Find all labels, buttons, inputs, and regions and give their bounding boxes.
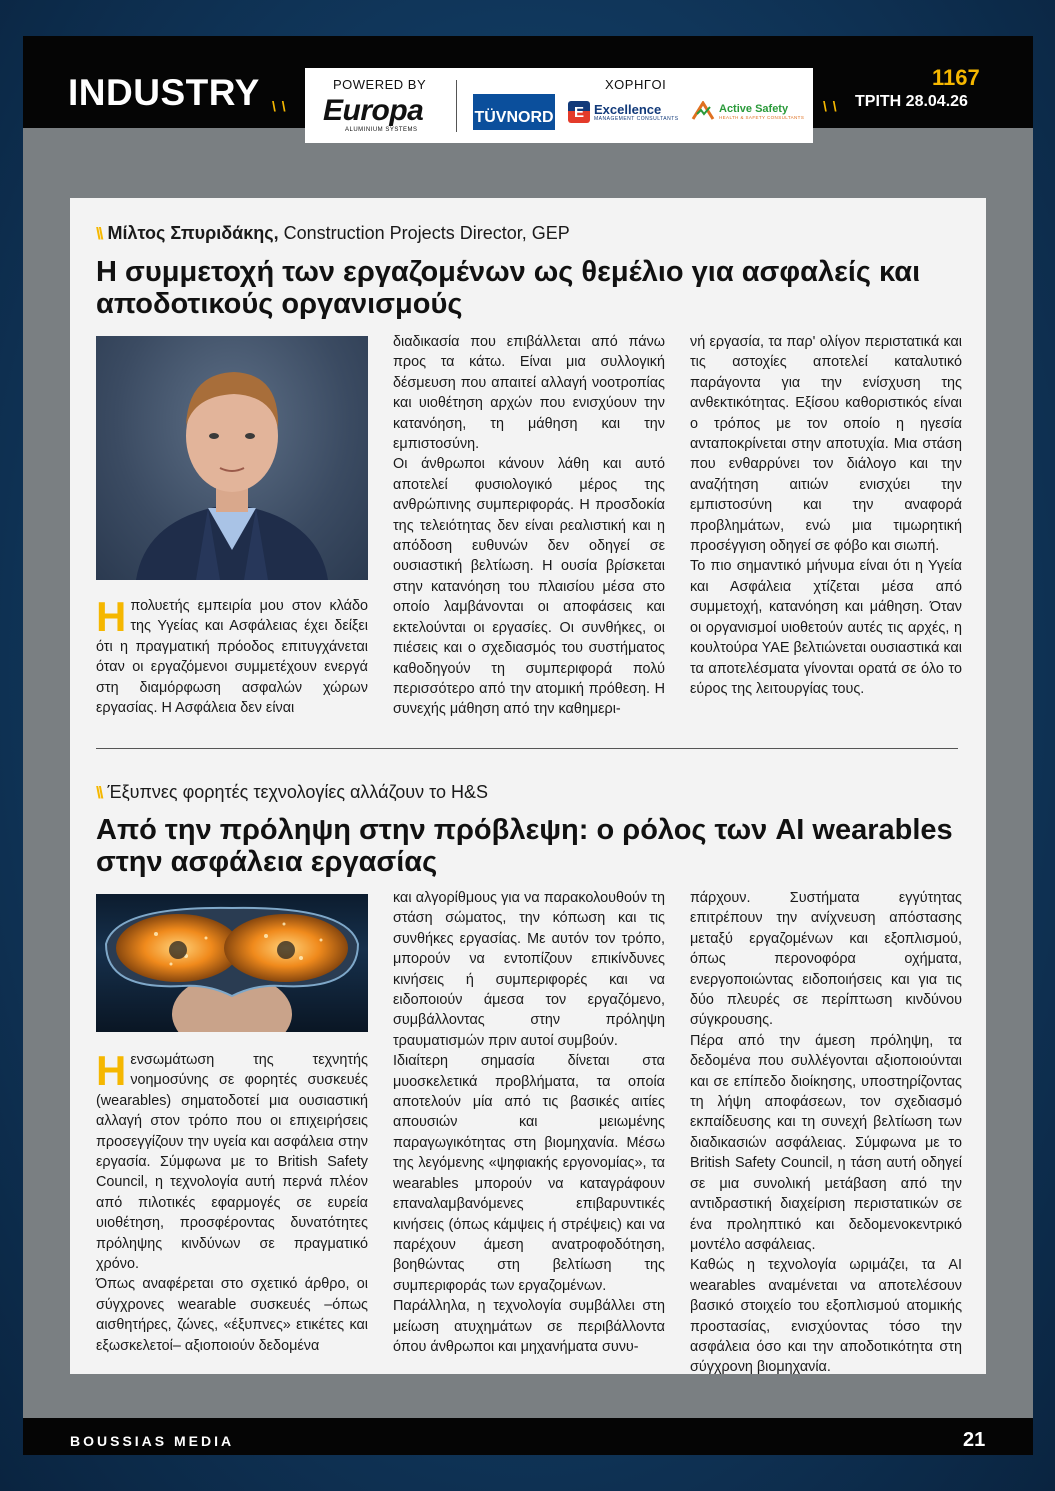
article1-column-3 [690, 332, 962, 699]
portrait-illustration [96, 336, 368, 580]
article2-col2-paragraph-2: Ιδιαίτερη σημασία δίνεται στα μυοσκελετικά προβλήματα, τα οποία αποτελούν μία από τις βασικές αιτίες απουσιών και μειωμένης παραγωγικότητας στη βιομηχανία. Μέσω της λεγόμενης «ψηφιακής εργονομίας», τα wearables μπορούν να καταγράφουν επαναλαμβανόμενες επιβαρυντικές κινήσεις (όπως κάμψεις ή στρέψεις) και να παρέχουν άμεση ανατροφοδότηση, βοηθώντας στη βελτίωση της συμπεριφοράς των εργαζομένων. [393, 1053, 665, 1294]
europa-logo-subtitle: ALUMINIUM SYSTEMS [345, 127, 418, 133]
issue-date: ΤΡΙΤΗ 28.04.26 [855, 93, 968, 110]
tuv-nord-logo [473, 94, 555, 130]
excellence-mark-icon: E [568, 101, 590, 123]
article-divider [96, 748, 958, 749]
excellence-logo [568, 101, 679, 123]
powered-by-label: POWERED BY [333, 77, 427, 92]
issue-number: 1167 [932, 65, 980, 90]
active-safety-logo [691, 101, 804, 121]
article2-col2-paragraph-1: και αλγορίθμους για να παρακολουθούν τη στάση σώματος, την κόπωση και τις συνθήκες εργασίας. Με αυτόν τον τρόπο, μπορούν να εντοπίζουν επικίνδυνες κινήσεις ή συμπεριφορές και να ειδοποιούν άμεσα τον εργαζόμενο, συμβάλλοντας στην πρόληψη τραυματισμών πριν αυτοί συμβούν. [393, 890, 665, 1049]
active-safety-mark-icon [691, 101, 715, 121]
article2-col2-paragraph-3: Παράλληλα, η τεχνολογία συμβάλλει στη μείωση ατυχημάτων σε περιβάλλοντα όπου άνθρωποι και μηχανήματα συνυ- [393, 1298, 665, 1355]
active-safety-logo-subtitle: HEALTH & SAFETY CONSULTANTS [719, 114, 805, 120]
section-title: INDUSTRY [68, 72, 260, 113]
article2-col1-text: ενσωμάτωση της τεχνητής νοημοσύνης σε φορητές συσκευές (wearables) σηματοδοτεί μια ουσιαστική αλλαγή στον τρόπο που οι επιχειρήσεις προσεγγίζουν την υγεία και ασφάλεια στην εργασία. Σύμφωνα με το British Safety Council, η τεχνολογία αυτή περνά πλέον από πιλοτικές εφαρμογές σε ευρεία υιοθέτηση, προσφέροντας δυνατότητες πρόληψης κινδύνων σε πραγματικό χρόνο. [96, 1052, 368, 1273]
tuv-nord-logo-text: TÜVNORD [474, 109, 554, 126]
article-panel [70, 198, 986, 1374]
sponsor-box [305, 68, 813, 143]
quote-mark-icon: \\ [96, 224, 102, 243]
article2-column-3 [690, 888, 962, 1378]
author-portrait-image [96, 336, 368, 580]
article1-col3-paragraph-2: Το πιο σημαντικό μήνυμα είναι ότι η Υγεία και Ασφάλεια χτίζεται μέσα από συμμετοχή, κατανόηση και μάθηση. Όταν οι οργανισμοί υιοθετούν αυτές τις αρχές, η κουλτούρα ΥΑΕ βελτιώνεται ουσιαστικά και τα αποτελέσματα γίνονται ορατά σε όλο το εύρος της λειτουργίας τους. [690, 558, 962, 697]
article1-author-role: Construction Projects Director, GEP [278, 223, 570, 243]
sponsor-divider [456, 80, 457, 132]
ai-goggles-image [96, 894, 368, 1032]
article2-col1-paragraph-2: Όπως αναφέρεται στο σχετικό άρθρο, οι σύγχρονες wearable συσκευές –όπως αισθητήρες, ζώνες, «έξυπνες» ετικέτες και εξωσκελετοί– αξιοποιούν δεδομένα [96, 1276, 368, 1354]
header-slashes-right: \ \ [823, 98, 838, 114]
article1-headline: Η συμμετοχή των εργαζομένων ως θεμέλιο για ασφαλείς και αποδοτικούς οργανισμούς [96, 256, 921, 320]
europa-logo: Europa [323, 94, 424, 127]
article2-col3-paragraph-2: Πέρα από την άμεση πρόληψη, τα δεδομένα που συλλέγονται αξιοποιούνται και σε επίπεδο διοίκησης, υποστηρίζοντας τη λήψη αποφάσεων, τον σχεδιασμό εκπαίδευσης και τη συνεχή βελτίωση των διαδικασιών ασφάλειας. Σύμφωνα με το British Safety Council, η τάση αυτή οδηγεί σε μια συνολική μετάβαση από την αντιδραστική διαχείριση περιστατικών σε ένα προληπτικό και δεδομενοκεντρικό μοντέλο ασφάλειας. [690, 1032, 962, 1253]
article1-col2-paragraph-1: διαδικασία που επιβάλλεται από πάνω προς τα κάτω. Είναι μια συλλογική δέσμευση που απαιτεί αλλαγή νοοτροπίας και υιοθέτηση αρχών που ενισχύουν την κατανόηση, τη μάθηση και την εμπιστοσύνη. [393, 334, 665, 453]
article2-col3-paragraph-3: Καθώς η τεχνολογία ωριμάζει, τα AI wearables αναμένεται να αποτελέσουν βασικό στοιχείο του εξοπλισμού ατομικής προστασίας, ενισχύοντας τόσο την ασφάλεια όσο και την αποδοτικότητα στη σύγχρονη βιομηχανία. [690, 1257, 962, 1376]
article1-dropcap: Η [96, 593, 127, 640]
article1-byline [96, 224, 570, 242]
article2-col3-paragraph-1: πάρχουν. Συστήματα εγγύτητας επιτρέπουν την ανίχνευση απόστασης μεταξύ εργαζομένων και εξοπλισμού, όπως περονοφόρα οχήματα, ενεργοποιώντας ειδοποιήσεις και για τις δύο πλευρές σε περίπτωση κινδύνου σύγκρουσης. [690, 890, 962, 1029]
excellence-logo-subtitle: MANAGEMENT CONSULTANTS [594, 115, 679, 122]
article2-dropcap: Η [96, 1047, 127, 1094]
article1-column-1 [96, 593, 368, 718]
article2-column-1 [96, 1047, 368, 1356]
article1-col1-text: πολυετής εμπειρία μου στον κλάδο της Υγείας και Ασφάλειας έχει δείξει ότι η πραγματική πρόοδος επιτυγχάνεται όταν οι εργαζόμενοι συμμετέχουν ενεργά στη διαμόρφωση ασφαλών χώρων εργασίας. Η Ασφάλεια δεν είναι [96, 598, 368, 717]
article2-kicker-text: Έξυπνες φορητές τεχνολογίες αλλάζουν το H&S [107, 782, 489, 802]
article1-column-2 [393, 332, 665, 720]
article1-author-name: Μίλτος Σπυριδάκης, [107, 223, 279, 243]
header-slashes-left: \ \ [272, 98, 287, 114]
goggles-illustration [96, 894, 368, 1032]
active-safety-logo-text: Active Safety [719, 102, 789, 115]
footer-brand: BOUSSIAS MEDIA [70, 1433, 235, 1449]
sponsors-label: ΧΟΡΗΓΟΙ [605, 77, 667, 92]
article1-col3-paragraph-1: νή εργασία, τα παρ' ολίγον περιστατικά και τις αστοχίες αποτελεί καταλυτικό παράγοντα για την ενίσχυση της ανθεκτικότητας. Εξίσου καθοριστικός είναι ο τρόπος με τον οποίο η ηγεσία ανταποκρίνεται στην αποτυχία. Μια στάση που ενθαρρύνει τον διάλογο και την αναζήτηση αιτιών ενισχύει την εμπιστοσύνη και την αναφορά προβλημάτων, ενώ μια τιμωρητική προσέγγιση οδηγεί σε φόβο και σιωπή. [690, 334, 962, 555]
article2-column-2 [393, 888, 665, 1357]
article2-headline: Από την πρόληψη στην πρόβλεψη: ο ρόλος των AI wearables στην ασφάλεια εργασίας [96, 814, 953, 878]
article2-kicker [96, 783, 488, 801]
quote-mark-icon: \\ [96, 783, 102, 802]
page-number: 21 [963, 1429, 986, 1451]
excellence-logo-text: Excellence [594, 101, 662, 117]
article1-col2-paragraph-2: Οι άνθρωποι κάνουν λάθη και αυτό αποτελεί φυσιολογικό μέρος της ανθρώπινης συμπεριφοράς. Η προσδοκία της τελειότητας δεν είναι ρεαλιστική και η απόδοση ευθυνών δεν οδηγεί σε ουσιαστική βελτίωση. Η ουσία βρίσκεται στην κατανόηση του πλαισίου μέσα στο οποίο λαμβάνονται οι αποφάσεις και εκτελούνται οι εργασίες. Οι συνθήκες, οι πιέσεις και ο σχεδιασμός του συστήματος καθοδηγούν τη συμπεριφορά πολύ περισσότερο από την ατομική πρόθεση. Η συνεχής μάθηση από την καθημερι- [393, 456, 665, 718]
